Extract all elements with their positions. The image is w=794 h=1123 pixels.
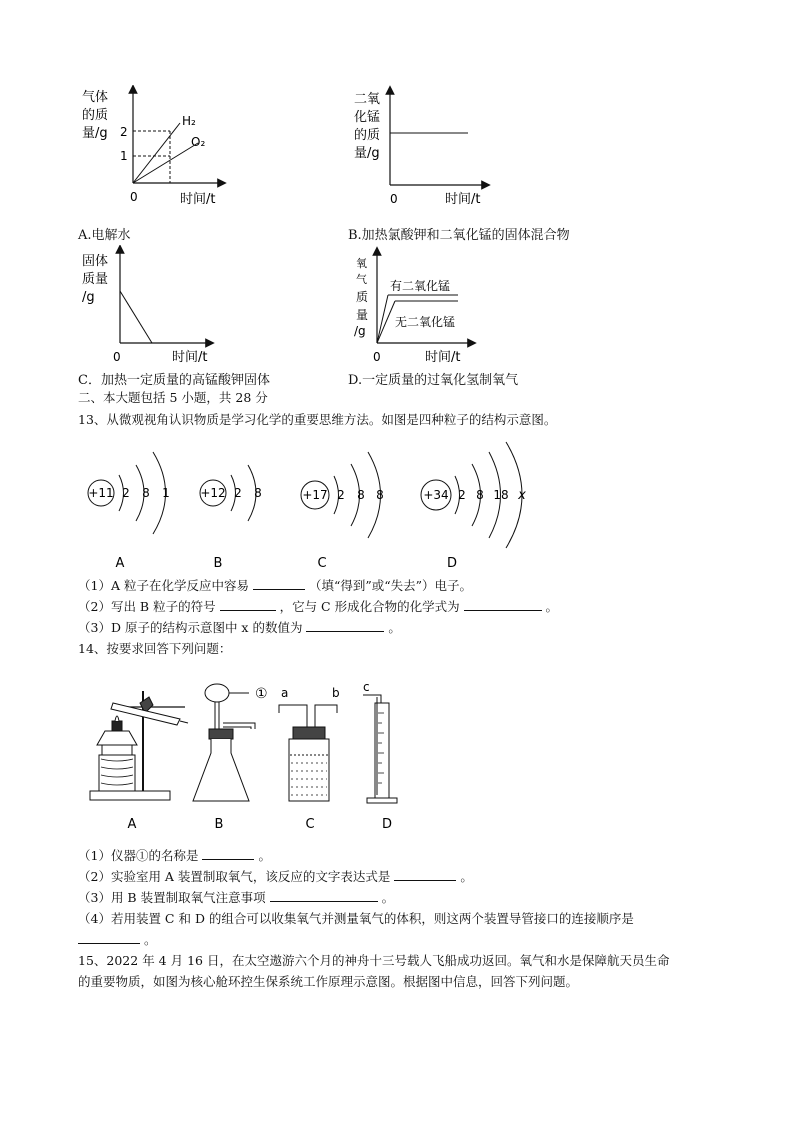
q14-part-3-text-b: 。 (381, 890, 395, 905)
graph-a-tick-1: 1 (120, 149, 128, 163)
q14-answer-4-blank[interactable] (78, 931, 140, 944)
q13-part-1-text-a: （1）A 粒子在化学反应中容易 (78, 578, 249, 593)
q14-answer-1-blank[interactable] (202, 847, 254, 860)
graph-d-ylabel-4: 量 (356, 308, 369, 322)
graph-b (350, 85, 520, 210)
atom-a-shell-2: 8 (142, 486, 150, 500)
q13-answer-2a-blank[interactable] (220, 598, 276, 611)
graph-d-ylabel-5: /g (354, 324, 366, 338)
q14-part-4: （4）若用装置 C 和 D 的组合可以收集氧气并测量氧气的体积，则这两个装置导管接口的连接顺序是 (78, 911, 634, 926)
graph-a-series-o2: O₂ (191, 135, 206, 149)
q14-part-2-text-b: 。 (460, 869, 473, 884)
graph-a-caption: A.电解水 (78, 228, 131, 243)
q13-part-3-text-a: （3）D 原子的结构示意图中 x 的数值为 (78, 620, 303, 635)
graph-c-caption: C．加热一定质量的高锰酸钾固体 (78, 373, 270, 388)
q13-part-2-text-b: ，它与 C 形成化合物的化学式为 (279, 599, 460, 614)
apparatus-c-port-b: b (332, 686, 340, 700)
graph-d-origin: 0 (373, 350, 381, 364)
graph-c-ylabel-1: 固体 (82, 254, 109, 269)
apparatus-svg (85, 683, 415, 838)
atom-c-nucleus: +17 (302, 488, 328, 502)
q13-part-2-text-a: （2）写出 B 粒子的符号 (78, 599, 216, 614)
q13-part-1-text-b: （填“得到”或“失去”）电子。 (308, 578, 472, 593)
atom-c-label: C (317, 556, 327, 571)
atom-d (421, 442, 526, 571)
q14-stem: 14、按要求回答下列问题： (78, 641, 232, 656)
apparatus-b (193, 684, 255, 801)
apparatus-c-port-a: a (281, 686, 289, 700)
apparatus-a (90, 691, 188, 800)
graph-d (350, 245, 520, 367)
q14-part-2-text-a: （2）实验室用 A 装置制取氧气，该反应的文字表达式是 (78, 869, 391, 884)
q14-part-2 (78, 868, 473, 886)
graph-d-ylabel-2: 气 (356, 273, 367, 286)
q14-part-3-text-a: （3）用 B 装置制取氧气注意事项 (78, 890, 266, 905)
graph-a (80, 85, 250, 210)
atom-c-shell-1: 2 (337, 488, 345, 502)
q13-part-2 (78, 598, 558, 616)
atom-d-shell-2: 8 (476, 488, 484, 502)
graph-a-tick-2: 2 (120, 125, 128, 139)
atom-b-shell-2: 8 (254, 486, 262, 500)
atom-c-shell-2: 8 (357, 488, 365, 502)
graph-d-ylabel-3: 质 (356, 290, 369, 304)
apparatus-d-port-c: c (363, 683, 370, 694)
graph-d-svg (350, 245, 520, 367)
q15-line-1: 15、2022 年 4 月 16 日，在太空遨游六个月的神舟十三号载人飞船成功返回。氧气和水是保障航天员生命 (78, 953, 670, 968)
graph-b-origin: 0 (390, 192, 398, 206)
q14-part-1-text-b: 。 (258, 848, 271, 863)
apparatus-d-label: D (381, 817, 393, 832)
graph-a-series-h2: H₂ (182, 114, 196, 128)
q13-answer-1-blank[interactable] (253, 577, 305, 590)
apparatus-b-label: B (214, 817, 224, 832)
atom-diagrams (80, 440, 540, 575)
graph-b-svg (350, 85, 520, 210)
apparatus-c-label: C (305, 817, 315, 832)
q13-answer-3-blank[interactable] (306, 619, 384, 632)
q14-part-4-text-b: 。 (143, 932, 157, 947)
graph-a-ylabel-1: 气体 (82, 90, 109, 105)
apparatus-diagram (85, 683, 415, 838)
atom-a-shell-3: 1 (162, 486, 170, 500)
q13-stem: 13、从微观视角认识物质是学习化学的重要思维方法。如图是四种粒子的结构示意图。 (78, 412, 557, 427)
graph-b-xlabel: 时间/t (445, 192, 481, 207)
q13-part-3-text-b: 。 (388, 620, 401, 635)
atom-b (200, 465, 262, 571)
q15-line-2: 的重要物质，如图为核心舱环控生保系统工作原理示意图。根据图中信息，回答下列问题。 (78, 974, 579, 989)
atom-a-shell-1: 2 (122, 486, 130, 500)
graph-d-caption: D.一定质量的过氧化氢制氧气 (348, 373, 519, 388)
graph-c-origin: 0 (113, 350, 121, 364)
atom-a (88, 452, 170, 571)
atom-a-label: A (115, 556, 125, 571)
q14-part-1-text-a: （1）仪器①的名称是 (78, 848, 199, 863)
q14-part-1 (78, 847, 271, 865)
graph-a-ylabel-2: 的质 (82, 108, 109, 123)
atom-d-nucleus: +34 (423, 488, 449, 502)
q13-answer-2b-blank[interactable] (464, 598, 542, 611)
atom-d-shell-1: 2 (458, 488, 466, 502)
apparatus-c (279, 705, 337, 801)
q14-answer-2-blank[interactable] (394, 868, 456, 881)
atom-d-label: D (446, 556, 458, 571)
graph-a-origin: 0 (130, 190, 138, 204)
q13-part-3 (78, 619, 401, 637)
graph-b-ylabel-2: 化锰 (354, 110, 381, 125)
atom-d-shell-3: 18 (493, 488, 509, 502)
graph-b-caption: B.加热氯酸钾和二氧化锰的固体混合物 (348, 228, 570, 243)
atom-b-nucleus: +12 (200, 486, 226, 500)
graph-c-xlabel: 时间/t (172, 350, 208, 365)
atom-diagrams-svg (80, 440, 540, 575)
apparatus-d (363, 695, 397, 803)
graph-b-ylabel-4: 量/g (354, 146, 380, 161)
graph-a-xlabel: 时间/t (180, 192, 216, 207)
graph-c (80, 245, 250, 367)
atom-a-nucleus: +11 (88, 486, 114, 500)
atom-b-shell-1: 2 (234, 486, 242, 500)
circled-1-icon (255, 686, 268, 702)
q14-part-3 (78, 889, 394, 907)
graph-b-ylabel-1: 二氧 (354, 92, 381, 107)
graph-c-svg (80, 245, 250, 367)
graph-a-ylabel-3: 量/g (82, 126, 108, 141)
svg-text:①: ① (255, 686, 268, 702)
apparatus-a-label: A (127, 817, 137, 832)
graph-d-xlabel: 时间/t (425, 350, 461, 365)
q13-part-2-text-c: 。 (545, 599, 559, 614)
atom-b-label: B (213, 556, 223, 571)
q14-answer-3-blank[interactable] (270, 889, 378, 902)
atom-c (301, 452, 384, 571)
atom-c-shell-3: 8 (376, 488, 384, 502)
graph-c-ylabel-2: 质量 (82, 272, 109, 287)
graph-b-ylabel-3: 的质 (354, 128, 381, 143)
graph-a-svg (80, 85, 250, 210)
atom-d-shell-4: x (518, 488, 526, 503)
q13-part-1 (78, 577, 472, 595)
graph-d-line2-label: 无二氧化锰 (395, 315, 456, 329)
graph-d-ylabel-1: 氧 (356, 257, 367, 270)
section-heading: 二、本大题包括 5 小题，共 28 分 (78, 390, 268, 405)
graph-c-ylabel-3: /g (82, 290, 95, 305)
q14-part-4-answer (78, 931, 157, 949)
graph-d-line1-label: 有二氧化锰 (390, 279, 451, 293)
